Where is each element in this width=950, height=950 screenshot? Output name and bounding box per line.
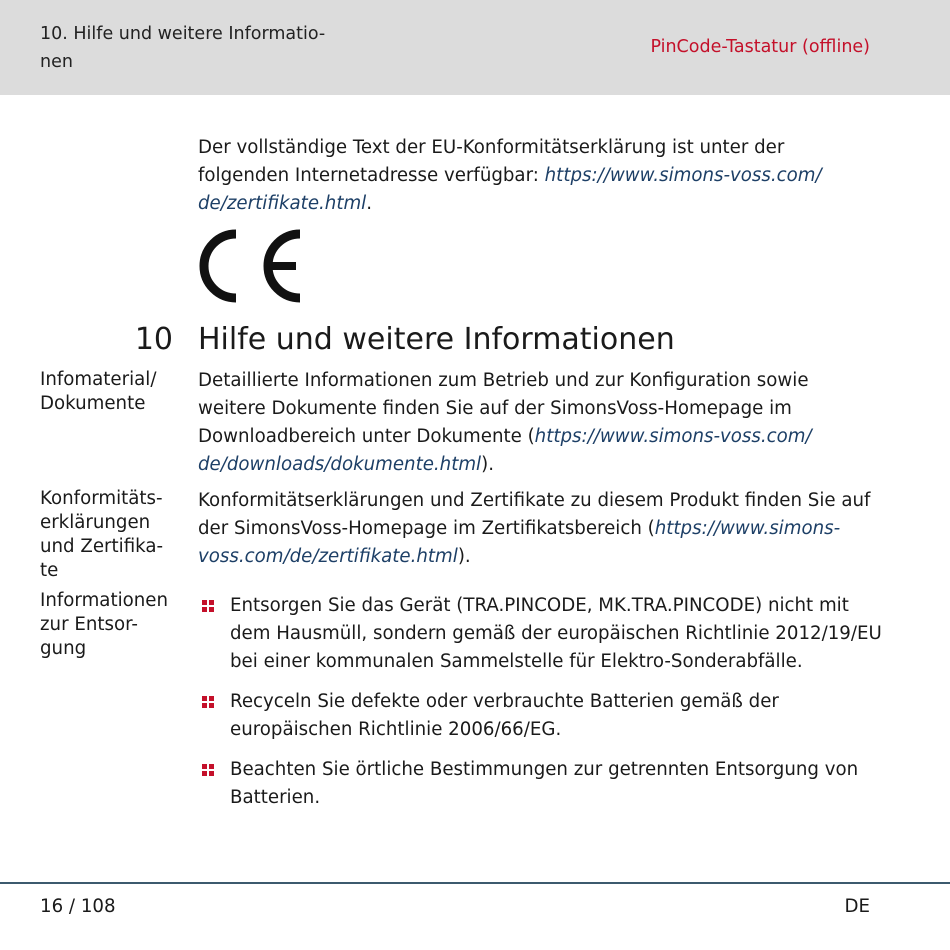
margin-label-certificates-line4: te xyxy=(40,560,59,581)
disposal-item-text: Entsorgen Sie das Gerät (TRA.PINCODE, MK.TRA.PINCODE) nicht mit dem Hausmüll, sondern gemäß der europäischen Richtlinie 2012/19/EU bei einer kommunalen Sammelstelle für Elektro-Sonderabfälle. xyxy=(230,595,882,672)
documents-text: Detaillierte Informationen zum Betrieb und zur Konfiguration sowie weitere Dokumente finden Sie auf der SimonsVoss-Homepage im Downloadbereich unter Dokumente ( xyxy=(198,370,809,447)
four-square-bullet-icon xyxy=(202,600,214,612)
certificates-paragraph xyxy=(198,487,878,571)
documents-suffix: ). xyxy=(481,454,494,475)
language-code: DE xyxy=(844,896,870,917)
page-number: 16 / 108 xyxy=(40,896,116,917)
running-product-title: PinCode-Tastatur (offline) xyxy=(650,37,870,57)
documents-paragraph xyxy=(198,367,878,479)
margin-label-disposal-line1: Informationen xyxy=(40,590,168,611)
chapter-title: Hilfe und weitere Informationen xyxy=(198,322,675,357)
margin-label-certificates-line2: erklärungen xyxy=(40,512,151,533)
ce-mark-icon xyxy=(196,226,308,306)
documents-link[interactable]: https://www.simons-voss.com/ de/downloads/dokumente.html xyxy=(198,426,812,475)
list-item xyxy=(198,592,888,676)
margin-label-certificates xyxy=(40,487,180,583)
eu-declaration-link[interactable]: https://www.simons-voss.com/ de/zertifikate.html xyxy=(198,165,822,214)
four-square-bullet-icon xyxy=(202,764,214,776)
margin-label-disposal-line3: gung xyxy=(40,638,87,659)
disposal-item-text: Beachten Sie örtliche Bestimmungen zur getrennten Entsorgung von Batterien. xyxy=(230,759,859,808)
running-section-title-line2: nen xyxy=(40,52,73,72)
eu-declaration-text: Der vollständige Text der EU-Konformitätserklärung ist unter der folgenden Internetadresse verfügbar: xyxy=(198,137,785,186)
certificates-link[interactable]: https://www.simons-voss.com/de/zertifikate.html xyxy=(198,518,841,567)
eu-declaration-suffix: . xyxy=(366,193,373,214)
margin-label-certificates-line1: Konformitäts- xyxy=(40,488,163,509)
margin-label-disposal-line2: zur Entsor- xyxy=(40,614,138,635)
running-section-title xyxy=(40,20,360,76)
margin-label-disposal xyxy=(40,589,180,661)
running-section-title-line1: 10. Hilfe und weitere Informatio- xyxy=(40,24,326,44)
chapter-number: 10 xyxy=(134,322,173,357)
four-square-bullet-icon xyxy=(202,696,214,708)
disposal-list xyxy=(198,592,888,824)
eu-declaration-paragraph xyxy=(198,134,878,218)
list-item xyxy=(198,756,888,812)
margin-label-documents-line2: Dokumente xyxy=(40,393,146,414)
disposal-item-text: Recyceln Sie defekte oder verbrauchte Batterien gemäß der europäischen Richtlinie 2006/66/EG. xyxy=(230,691,779,740)
page-header xyxy=(0,0,950,95)
list-item xyxy=(198,688,888,744)
margin-label-certificates-line3: und Zertifika- xyxy=(40,536,164,557)
margin-label-documents xyxy=(40,368,180,416)
margin-label-documents-line1: Infomaterial/ xyxy=(40,369,157,390)
certificates-suffix: ). xyxy=(457,546,471,567)
certificates-text: Konformitätserklärungen und Zertifikate zu diesem Produkt finden Sie auf der SimonsVoss-Homepage im Zertifikatsbereich ( xyxy=(198,490,871,539)
footer-rule xyxy=(0,882,950,884)
